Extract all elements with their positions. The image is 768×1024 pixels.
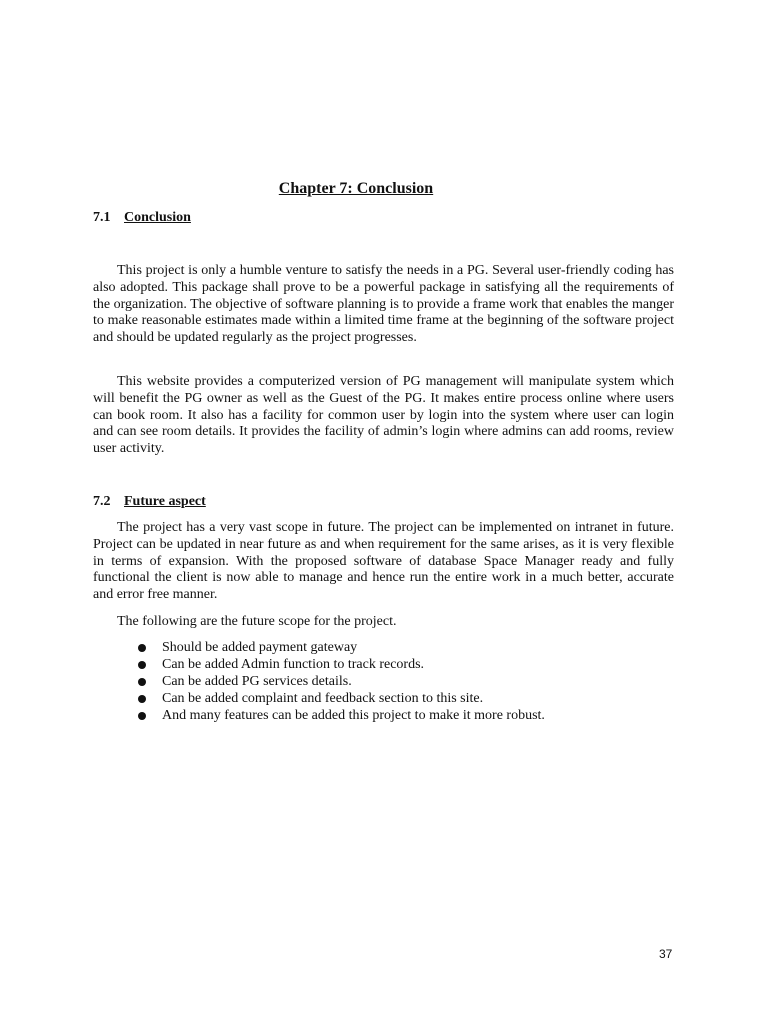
paragraph: This project is only a humble venture to satisfy the needs in a PG. Several user-friendly coding has also adopted. This package shall prove to be a powerful package in satisfying all the requirements of the organization. The objective of software planning is to provide a frame work that enables the manger to make reasonable estimates made within a limited time frame at the beginning of the software project and should be updated regularly as the project progresses. (93, 263, 674, 346)
section-title: Future aspect (124, 494, 206, 509)
list-item (134, 690, 674, 707)
bullet-icon (138, 661, 146, 669)
list-item (134, 707, 674, 724)
section-number: 7.1 (93, 210, 111, 225)
paragraph: The following are the future scope for the project. (117, 614, 397, 629)
list-item-text: Can be added PG services details. (162, 674, 352, 689)
list-item-text: And many features can be added this project to make it more robust. (162, 708, 545, 723)
list-item-text: Should be added payment gateway (162, 640, 358, 655)
list-item-text: Can be added complaint and feedback section to this site. (162, 691, 484, 706)
page-number: 37 (659, 947, 673, 961)
paragraph: The project has a very vast scope in future. The project can be implemented on intranet in future. Project can be updated in near future as and when requirement for the same arises, as it is very flexible in terms of expansion. With the proposed software of database Space Manager ready and fully functional the client is now able to manage and hence run the entire work in a much better, accurate and error free manner. (93, 520, 674, 603)
bullet-icon (138, 712, 146, 720)
bullet-icon (138, 644, 146, 652)
future-scope-list (134, 639, 674, 724)
paragraph: This website provides a computerized version of PG management will manipulate system which will benefit the PG owner as well as the Guest of the PG. It makes entire process online where users can book room. It also has a facility for common user by login into the system where user can login and can see room details. It provides the facility of admin’s login where admins can add rooms, review user activity. (93, 374, 674, 457)
bullet-icon (138, 678, 146, 686)
list-item (134, 656, 674, 673)
list-item-text: Can be added Admin function to track records. (162, 657, 425, 672)
chapter-title: Chapter 7: Conclusion (278, 180, 434, 197)
bullet-icon (138, 695, 146, 703)
section-number: 7.2 (93, 494, 111, 509)
section-heading-future-aspect (93, 494, 206, 510)
section-heading-conclusion (93, 210, 191, 226)
list-item (134, 673, 674, 690)
list-item (134, 639, 674, 656)
section-title: Conclusion (124, 210, 191, 225)
